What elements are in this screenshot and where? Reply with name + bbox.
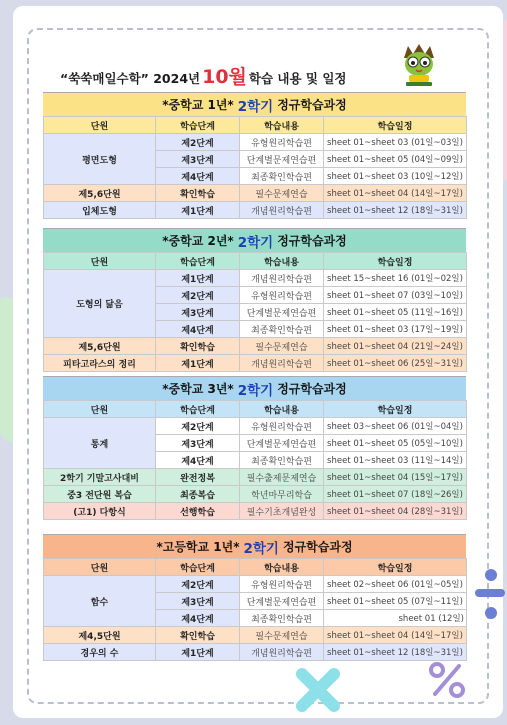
content-cell: 유형원리학습편 (240, 134, 324, 151)
header-stage: 학습단계 (156, 559, 240, 576)
schedule-cell: sheet 01 (12일) (324, 610, 467, 627)
unit-cell: 함수 (44, 576, 156, 627)
schedule-cell: sheet 01~sheet 03 (11일~14일) (324, 452, 467, 469)
content-cell: 유형원리학습편 (240, 287, 324, 304)
schedule-cell: sheet 01~sheet 06 (25일~31일) (324, 355, 467, 372)
header-schedule: 학습일정 (324, 117, 467, 134)
schedule-cell: sheet 01~sheet 07 (18일~26일) (324, 486, 467, 503)
percent-symbol-icon (427, 660, 467, 700)
content-cell: 단계별문제연습편 (240, 435, 324, 452)
schedule-cell: sheet 01~sheet 07 (03일~10일) (324, 287, 467, 304)
schedule-cell: sheet 01~sheet 05 (04일~09일) (324, 151, 467, 168)
section-term: 2학기 (237, 382, 274, 399)
header-content: 학습내용 (240, 253, 324, 270)
content-cell: 필수문제연습 (240, 338, 324, 355)
stage-cell: 제4단계 (156, 610, 240, 627)
section-middle-3 (43, 376, 466, 520)
title-suffix: 학습 내용 및 일정 (248, 71, 347, 86)
table-row (44, 576, 467, 593)
table-row (44, 202, 467, 219)
table-row (44, 644, 467, 661)
unit-cell: 통계 (44, 418, 156, 469)
schedule-cell: sheet 01~sheet 04 (14일~17일) (324, 185, 467, 202)
mascot-owl-icon (400, 42, 438, 88)
table-row (44, 185, 467, 202)
stage-cell: 제2단계 (156, 418, 240, 435)
stage-cell: 제1단계 (156, 270, 240, 287)
stage-cell: 제3단계 (156, 435, 240, 452)
content-cell: 필수출제문제연습 (240, 469, 324, 486)
section-high-1 (43, 534, 466, 661)
section-grade: *중학교 3년* (162, 382, 234, 396)
page-title (60, 62, 390, 86)
content-cell: 개념원리학습편 (240, 202, 324, 219)
section-term: 2학기 (237, 234, 274, 251)
schedule-cell: sheet 02~sheet 06 (01일~05일) (324, 576, 467, 593)
content-cell: 최종확인학습편 (240, 452, 324, 469)
schedule-cell: sheet 15~sheet 16 (01일~02일) (324, 270, 467, 287)
schedule-cell: sheet 01~sheet 03 (10일~12일) (324, 168, 467, 185)
table-row (44, 134, 467, 151)
stage-cell: 제1단계 (156, 644, 240, 661)
schedule-cell: sheet 01~sheet 05 (05일~10일) (324, 435, 467, 452)
table-row (44, 627, 467, 644)
schedule-cell: sheet 01~sheet 05 (07일~11일) (324, 593, 467, 610)
stage-cell: 완전정복 (156, 469, 240, 486)
schedule-cell: sheet 01~sheet 04 (15일~17일) (324, 469, 467, 486)
stage-cell: 제4단계 (156, 168, 240, 185)
section-middle-1 (43, 92, 466, 219)
table-header-row (44, 117, 467, 134)
section-header (43, 376, 466, 400)
header-content: 학습내용 (240, 401, 324, 418)
section-grade: *중학교 2년* (162, 234, 234, 248)
divide-symbol-icon (469, 565, 505, 625)
schedule-cell: sheet 01~sheet 03 (17일~19일) (324, 321, 467, 338)
stage-cell: 제3단계 (156, 593, 240, 610)
header-schedule: 학습일정 (324, 559, 467, 576)
schedule-table (43, 558, 467, 661)
unit-cell: 피타고라스의 정리 (44, 355, 156, 372)
content-cell: 개념원리학습편 (240, 270, 324, 287)
title-month: 10월 (202, 66, 247, 88)
unit-cell: 평면도형 (44, 134, 156, 185)
table-row (44, 469, 467, 486)
header-content: 학습내용 (240, 117, 324, 134)
schedule-table (43, 400, 467, 520)
table-row (44, 355, 467, 372)
header-schedule: 학습일정 (324, 401, 467, 418)
schedule-cell: sheet 03~sheet 06 (01일~04일) (324, 418, 467, 435)
content-cell: 최종확인학습편 (240, 168, 324, 185)
section-middle-2 (43, 228, 466, 372)
stage-cell: 제2단계 (156, 576, 240, 593)
section-grade: *중학교 1년* (162, 98, 234, 112)
content-cell: 단계별문제연습편 (240, 151, 324, 168)
schedule-table (43, 252, 467, 372)
unit-cell: 제4,5단원 (44, 627, 156, 644)
header-unit: 단원 (44, 559, 156, 576)
schedule-cell: sheet 01~sheet 05 (11일~16일) (324, 304, 467, 321)
stage-cell: 확인학습 (156, 627, 240, 644)
content-cell: 학년마무리학습 (240, 486, 324, 503)
content-cell: 최종확인학습편 (240, 610, 324, 627)
table-header-row (44, 253, 467, 270)
header-stage: 학습단계 (156, 253, 240, 270)
unit-cell: 도형의 닮음 (44, 270, 156, 338)
content-cell: 필수문제연습 (240, 185, 324, 202)
table-row (44, 418, 467, 435)
header-stage: 학습단계 (156, 117, 240, 134)
header-unit: 단원 (44, 401, 156, 418)
section-header (43, 92, 466, 116)
table-header-row (44, 401, 467, 418)
schedule-cell: sheet 01~sheet 12 (18일~31일) (324, 644, 467, 661)
table-row (44, 486, 467, 503)
header-content: 학습내용 (240, 559, 324, 576)
content-cell: 최종확인학습편 (240, 321, 324, 338)
stage-cell: 최종복습 (156, 486, 240, 503)
schedule-table (43, 116, 467, 219)
unit-cell: 2학기 기말고사대비 (44, 469, 156, 486)
table-row (44, 338, 467, 355)
section-header (43, 534, 466, 558)
section-term: 2학기 (237, 98, 274, 115)
stage-cell: 확인학습 (156, 338, 240, 355)
schedule-cell: sheet 01~sheet 04 (14일~17일) (324, 627, 467, 644)
content-cell: 개념원리학습편 (240, 355, 324, 372)
schedule-cell: sheet 01~sheet 12 (18일~31일) (324, 202, 467, 219)
stage-cell: 제1단계 (156, 355, 240, 372)
section-grade: *고등학교 1년* (156, 540, 240, 554)
section-course: 정규학습과정 (277, 98, 347, 112)
content-cell: 유형원리학습편 (240, 576, 324, 593)
stage-cell: 확인학습 (156, 185, 240, 202)
schedule-cell: sheet 01~sheet 04 (21일~24일) (324, 338, 467, 355)
unit-cell: 제5,6단원 (44, 185, 156, 202)
content-cell: 개념원리학습편 (240, 644, 324, 661)
title-prefix: “쑥쑥매일수학” 2024년 (60, 71, 201, 86)
section-term: 2학기 (243, 540, 279, 557)
section-header (43, 228, 466, 252)
content-cell: 필수기초개념완성 (240, 503, 324, 520)
stage-cell: 제2단계 (156, 287, 240, 304)
section-course: 정규학습과정 (277, 234, 347, 248)
section-course: 정규학습과정 (277, 382, 347, 396)
content-cell: 단계별문제연습편 (240, 304, 324, 321)
table-row (44, 270, 467, 287)
header-stage: 학습단계 (156, 401, 240, 418)
header-unit: 단원 (44, 117, 156, 134)
section-course: 정규학습과정 (282, 540, 353, 554)
stage-cell: 제2단계 (156, 134, 240, 151)
unit-cell: 제5,6단원 (44, 338, 156, 355)
content-cell: 단계별문제연습편 (240, 593, 324, 610)
table-header-row (44, 559, 467, 576)
unit-cell: 경우의 수 (44, 644, 156, 661)
stage-cell: 제3단계 (156, 151, 240, 168)
stage-cell: 제4단계 (156, 321, 240, 338)
unit-cell: (고1) 다항식 (44, 503, 156, 520)
stage-cell: 제1단계 (156, 202, 240, 219)
stage-cell: 선행학습 (156, 503, 240, 520)
header-schedule: 학습일정 (324, 253, 467, 270)
header-unit: 단원 (44, 253, 156, 270)
unit-cell: 중3 전단원 복습 (44, 486, 156, 503)
content-cell: 필수문제연습 (240, 627, 324, 644)
multiply-symbol-icon (288, 660, 348, 720)
content-cell: 유형원리학습편 (240, 418, 324, 435)
stage-cell: 제3단계 (156, 304, 240, 321)
table-row (44, 503, 467, 520)
unit-cell: 입체도형 (44, 202, 156, 219)
schedule-cell: sheet 01~sheet 04 (28일~31일) (324, 503, 467, 520)
stage-cell: 제4단계 (156, 452, 240, 469)
schedule-cell: sheet 01~sheet 03 (01일~03일) (324, 134, 467, 151)
